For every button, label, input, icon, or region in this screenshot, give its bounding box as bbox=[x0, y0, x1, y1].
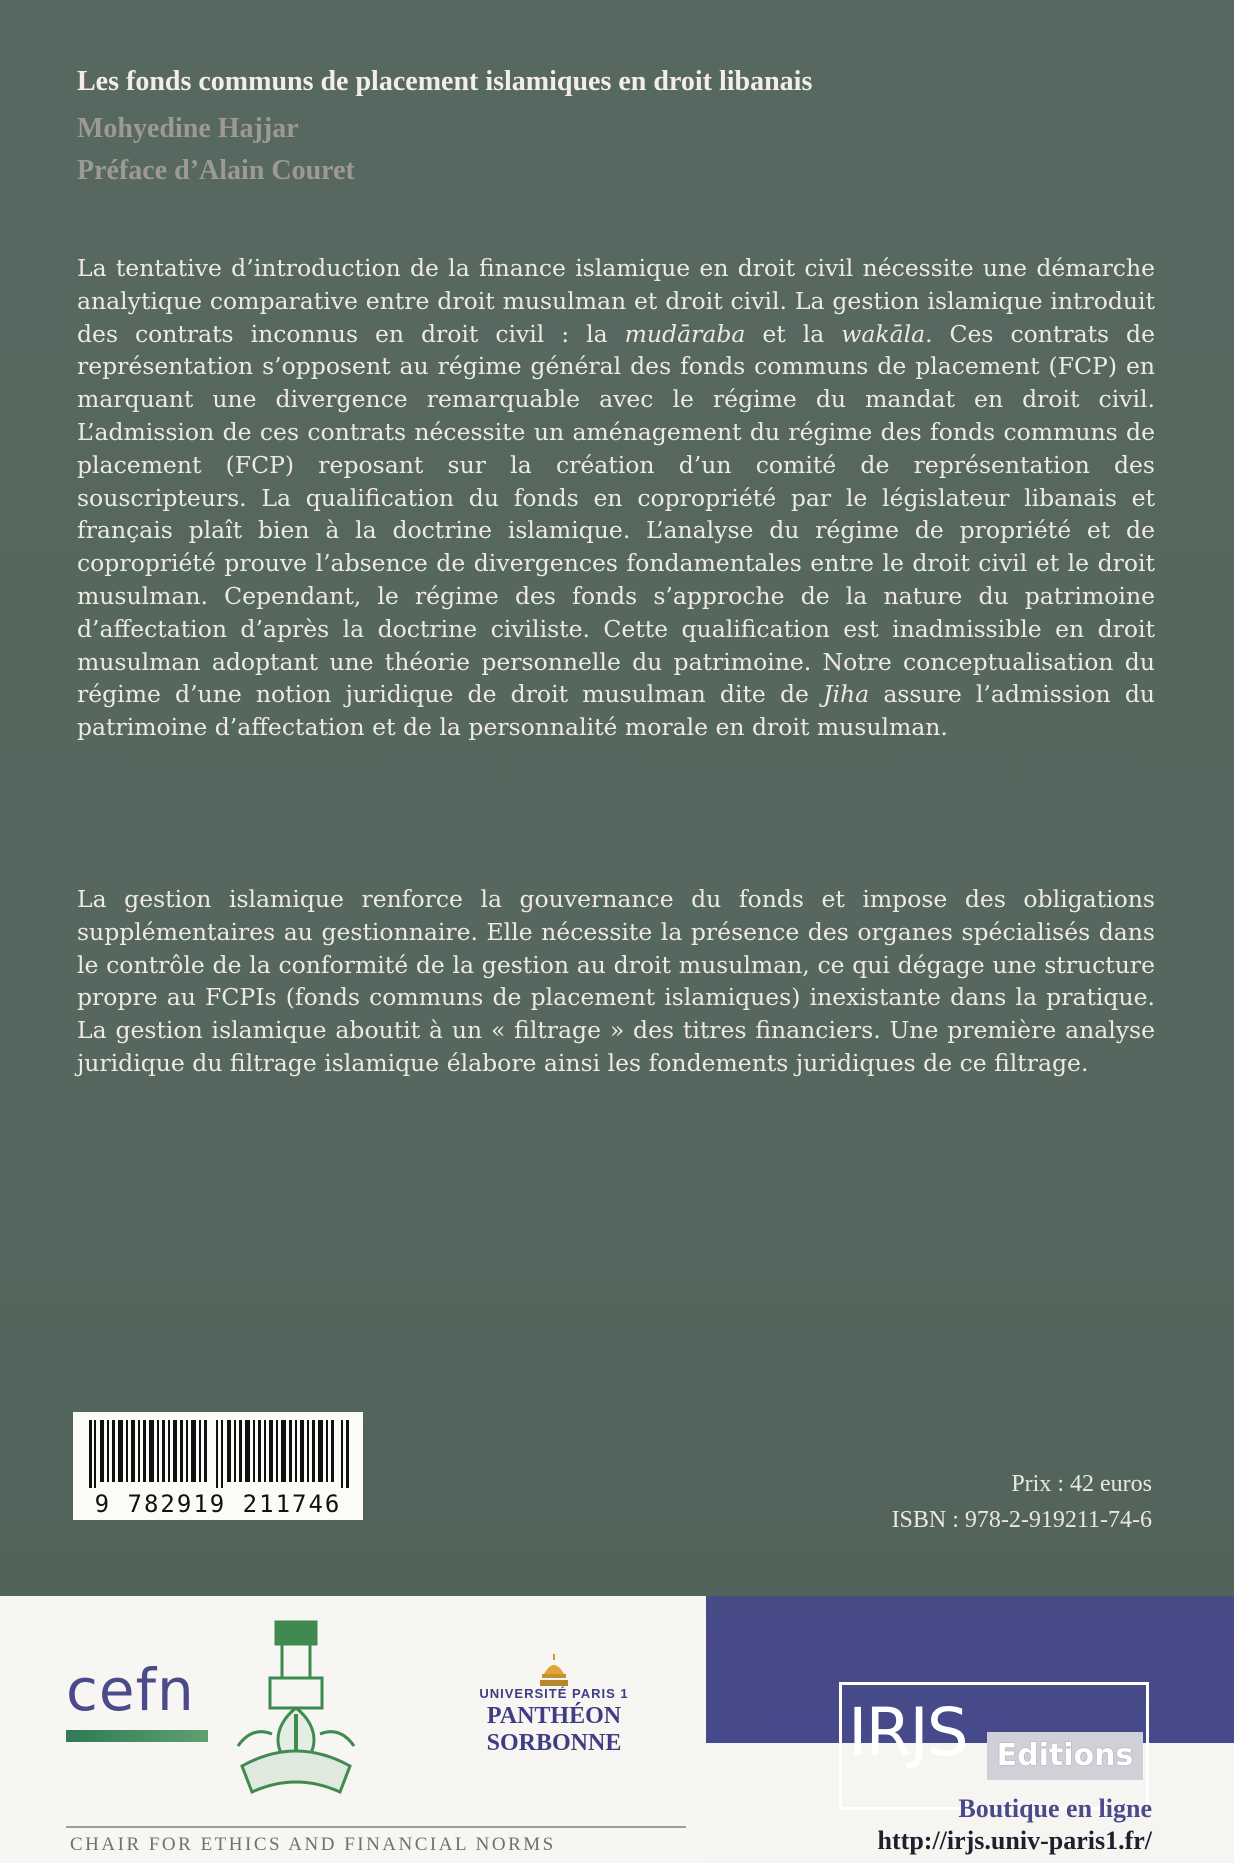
footer-partners bbox=[0, 1596, 706, 1863]
text-run: assure l’admission du patrimoine d’affectation et de la personnalité morale en droit musulman. bbox=[77, 680, 1155, 742]
summary-paragraph-1 bbox=[77, 252, 1155, 744]
paragraph-text: La gestion islamique renforce la gouvernance du fonds et impose des obligations supplémentaires au gestionnaire. Elle nécessite la présence des organes spécialisés dans le contrôle de la conformité de la gestion au droit musulman, ce qui dégage une structure propre au FCPIs (fonds communs de placement islamiques) inexistante dans la pratique. La gestion islamique aboutit à un « filtrage » des titres financiers. Une première analyse juridique du filtrage islamique élabore ainsi les fondements juridiques de ce filtrage. bbox=[77, 885, 1155, 1077]
university-name: PANTHÉON SORBONNE bbox=[486, 1703, 622, 1756]
book-title: Les fonds communs de placement islamiques en droit libanais bbox=[77, 66, 813, 97]
term-mudaraba: mudāraba bbox=[624, 319, 746, 348]
editions-label: Editions bbox=[987, 1732, 1143, 1780]
header bbox=[77, 62, 1177, 192]
cefn-logo: cefn bbox=[66, 1656, 195, 1724]
preface-credit: Préface d’Alain Couret bbox=[77, 155, 355, 186]
text-run: . Ces contrats de représentation s’opposent au régime général des fonds communs de placement (FCP) en marquant une divergence remarquable avec le régime du mandat en droit civil. L’admission de ces contrats nécessite un aménagement du régime des fonds communs de placement (FCP) reposant sur la création d’un comité de représentation des souscripteurs. La qualification du fonds en copropriété par le législateur libanais et français plaît bien à la doctrine islamique. L’analyse du régime de propriété et de copropriété prouve l’absence de divergences fondamentales entre le droit civil et le droit musulman. Cependant, le régime des fonds s’approche de la nature du patrimoine d’affectation d’après la doctrine civiliste. Cette qualification est inadmissible en droit musulman adoptant une théorie personnelle du patrimoine. Notre conceptualisation du régime d’une notion juridique de droit musulman dite de bbox=[77, 319, 1156, 709]
barcode-number: 9 782919 211746 bbox=[94, 1490, 342, 1518]
author-name: Mohyedine Hajjar bbox=[77, 113, 299, 144]
price: Prix : 42 euros bbox=[1011, 1471, 1152, 1497]
university-crest-icon bbox=[232, 1616, 360, 1806]
dome-icon bbox=[540, 1654, 568, 1688]
text-run: La tentative d’introduction de la finance islamique en droit civil nécessite une démarche analytique comparative entre droit musulman et droit civil. La gestion islamique introduit des contrats inconnus en droit civil : la bbox=[77, 254, 1155, 348]
cefn-logo-bar bbox=[66, 1730, 208, 1742]
irjs-wordmark: IRJS bbox=[848, 1694, 967, 1771]
irjs-logo bbox=[839, 1682, 1149, 1810]
online-shop-label: Boutique en ligne bbox=[958, 1794, 1152, 1823]
divider bbox=[66, 1826, 686, 1828]
publisher-url[interactable]: http://irjs.univ-paris1.fr/ bbox=[877, 1826, 1152, 1855]
term-wakala: wakāla bbox=[841, 319, 926, 348]
chair-name: CHAIR FOR ETHICS AND FINANCIAL NORMS bbox=[70, 1834, 556, 1855]
barcode-bars bbox=[85, 1420, 355, 1488]
price-block bbox=[892, 1466, 1152, 1538]
text-run: et la bbox=[745, 319, 842, 348]
footer-publisher bbox=[706, 1596, 1234, 1863]
summary-paragraph-2 bbox=[77, 883, 1155, 1080]
barcode bbox=[73, 1412, 363, 1520]
term-jiha: Jiha bbox=[823, 680, 870, 709]
university-label: UNIVERSITÉ PARIS 1 bbox=[479, 1686, 629, 1701]
pantheon-sorbonne-logo bbox=[420, 1654, 688, 1757]
isbn: ISBN : 978-2-919211-74-6 bbox=[891, 1507, 1152, 1533]
